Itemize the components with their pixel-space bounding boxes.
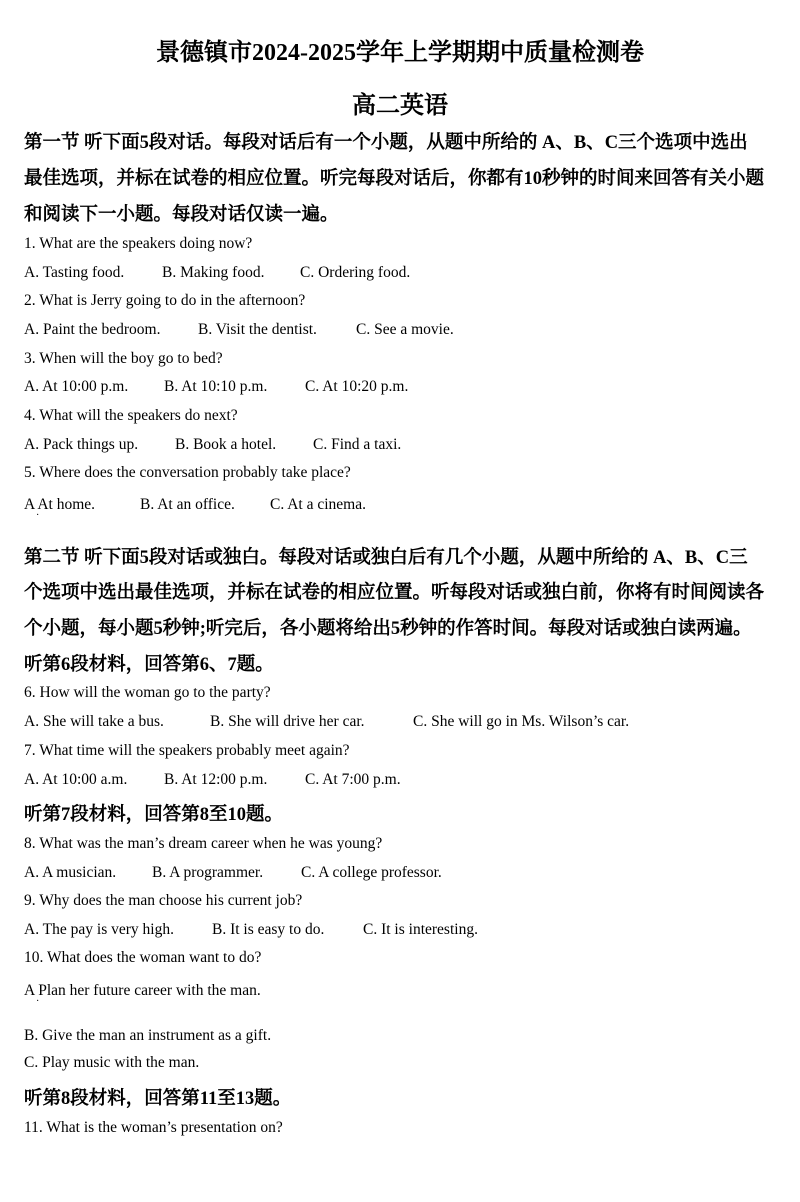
question-stem: 3. When will the boy go to bed? [24, 350, 223, 367]
option-c: C. At 7:00 p.m. [305, 771, 401, 788]
section2-instruction-line: 个选项中选出最佳选项，并标在试卷的相应位置。听每段对话或独白前，你将有时间阅读各 [24, 583, 765, 603]
option-c: C. Find a taxi. [313, 436, 402, 453]
option-a: A. She will take a bus. [24, 713, 164, 730]
option-a: A. At 10:00 a.m. [24, 771, 128, 788]
option-b: B. Visit the dentist. [198, 321, 317, 338]
question-stem: 10. What does the woman want to do? [24, 949, 262, 966]
question-stem: 7. What time will the speakers probably meet again? [24, 742, 350, 759]
group-heading: 听第7段材料，回答第8至10题。 [24, 805, 284, 825]
option-a: A. Paint the bedroom. [24, 321, 161, 338]
option-a: A Plan her future career with the man. [24, 982, 261, 999]
option-a: A. A musician. [24, 864, 117, 881]
option-b: B. At an office. [140, 496, 235, 513]
section2-instruction-line: 第二节 听下面5段对话或独白。每段对话或独白后有几个小题，从题中所给的 A、B、C三 [24, 548, 748, 568]
option-a: A At home. [24, 496, 96, 513]
group-heading: 听第6段材料，回答第6、7题。 [24, 655, 274, 675]
option-b: B. At 12:00 p.m. [164, 771, 268, 788]
dot-mark: · [36, 510, 40, 521]
option-b: B. Making food. [162, 264, 265, 281]
option-b: B. It is easy to do. [212, 921, 325, 938]
group-heading: 听第8段材料，回答第11至13题。 [24, 1089, 292, 1109]
option-a: A. Tasting food. [24, 264, 125, 281]
option-b: B. A programmer. [152, 864, 264, 881]
question-stem: 8. What was the man’s dream career when he was young? [24, 835, 383, 852]
question-stem: 5. Where does the conversation probably take place? [24, 464, 351, 481]
option-c: C. At 10:20 p.m. [305, 378, 409, 395]
section2-instruction-line: 个小题，每小题5秒钟;听完后，各小题将给出5秒钟的作答时间。每段对话或独白读两遍。 [24, 619, 752, 639]
question-stem: 1. What are the speakers doing now? [24, 235, 253, 252]
option-a: A. The pay is very high. [24, 921, 174, 938]
section1-instruction-line: 最佳选项，并标在试卷的相应位置。听完每段对话后，你都有10秒钟的时间来回答有关小题 [24, 169, 765, 189]
question-stem: 4. What will the speakers do next? [24, 407, 238, 424]
option-c: C. A college professor. [301, 864, 442, 881]
question-stem: 11. What is the woman’s presentation on? [24, 1119, 283, 1136]
option-b: B. Book a hotel. [175, 436, 277, 453]
question-stem: 6. How will the woman go to the party? [24, 684, 271, 701]
option-c: C. See a movie. [356, 321, 454, 338]
option-c: C. Play music with the man. [24, 1054, 200, 1071]
option-c: C. She will go in Ms. Wilson’s car. [413, 713, 630, 730]
option-b: B. At 10:10 p.m. [164, 378, 268, 395]
section1-instruction-line: 第一节 听下面5段对话。每段对话后有一个小题，从题中所给的 A、B、C三个选项中选出 [24, 133, 748, 153]
option-b: B. Give the man an instrument as a gift. [24, 1027, 272, 1044]
option-c: C. At a cinema. [270, 496, 366, 513]
option-c: C. It is interesting. [363, 921, 478, 938]
option-b: B. She will drive her car. [210, 713, 365, 730]
dot-mark: · [36, 996, 40, 1007]
question-stem: 2. What is Jerry going to do in the afternoon? [24, 292, 306, 309]
option-a: A. At 10:00 p.m. [24, 378, 129, 395]
question-stem: 9. Why does the man choose his current job? [24, 892, 303, 909]
option-a: A. Pack things up. [24, 436, 139, 453]
exam-title: 景德镇市2024-2025学年上学期期中质量检测卷 [156, 40, 644, 66]
section1-instruction-line: 和阅读下一小题。每段对话仅读一遍。 [24, 205, 339, 225]
option-c: C. Ordering food. [300, 264, 411, 281]
subject-title: 高二英语 [352, 93, 448, 119]
